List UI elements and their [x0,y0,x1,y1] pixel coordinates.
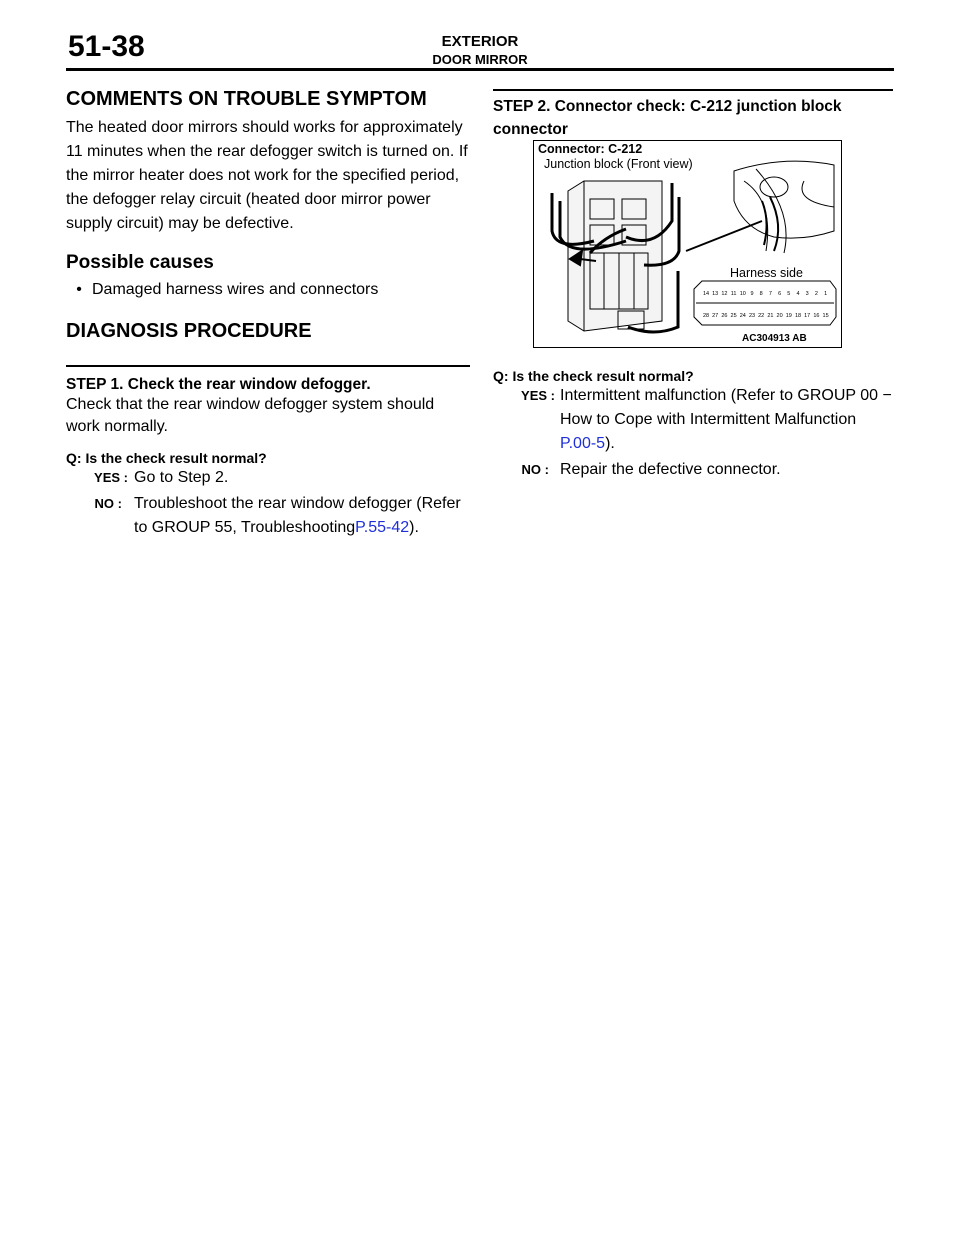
step1-ref-link[interactable]: P.55-42 [355,519,410,536]
causes-heading: Possible causes [66,252,214,273]
pin-number: 23 [748,313,756,319]
step2-no-text: Repair the defective connector. [560,461,781,478]
section-title: EXTERIOR [441,33,519,50]
pin-number: 15 [822,313,829,319]
step1-yes-text: Go to Step 2. [134,469,229,486]
junction-block-diagram [534,141,841,347]
comments-heading: COMMENTS ON TROUBLE SYMPTOM [66,88,427,110]
pin-number: 21 [767,313,774,319]
figure-id: AC304913 AB [742,333,807,344]
pin-number: 28 [702,313,710,319]
pin-number: 22 [758,313,765,319]
pin-number: 5 [787,291,791,297]
step1-no-tail: ). [409,519,419,536]
pin-number: 9 [750,291,754,297]
step2-yes-row [493,384,893,456]
pin-number: 20 [776,313,783,319]
left-column [66,86,470,540]
connector-pins-top [703,291,827,297]
step1-no-row [66,492,470,540]
step1-body: Check that the rear window defogger system should work normally. [66,396,435,435]
step2-no-row [493,458,893,482]
yes-label: YES : [94,470,128,485]
step2-yes-text: Intermittent malfunction (Refer to GROUP 00 − How to Cope with Intermittent Malfunction [560,387,892,428]
no-label: NO : [94,496,122,511]
view-label: Junction block (Front view) [544,157,693,171]
step2-yes-tail: ). [605,435,615,452]
pin-number: 24 [739,313,746,319]
connector-label: Connector: C-212 [538,142,643,156]
pin-number: 6 [778,291,782,297]
yes-label: YES : [521,388,555,403]
step1-yes-row [66,466,470,490]
right-column [493,86,893,141]
page-number: 51-38 [68,30,145,63]
step2-question: Q: Is the check result normal? [493,368,694,384]
pin-number: 26 [721,313,728,319]
pin-number: 10 [739,291,746,297]
step1-title: STEP 1. Check the rear window defogger. [66,376,371,393]
pin-number: 18 [794,313,802,319]
pin-number: 12 [721,291,728,297]
pin-number: 17 [804,313,811,319]
pin-number: 19 [785,313,792,319]
step2-ref-link[interactable]: P.00-5 [560,435,606,452]
connector-pins-bottom [703,313,829,319]
cause-text: Damaged harness wires and connectors [92,281,379,298]
step2-title: STEP 2. Connector check: C-212 junction block connector [493,98,842,138]
pin-number: 25 [730,313,737,319]
pin-number: 7 [768,291,772,297]
step2-yes-answer [560,384,893,456]
pin-number: 27 [712,313,719,319]
pin-number: 8 [759,291,763,297]
pin-number: 14 [702,291,710,297]
section-subtitle: DOOR MIRROR [432,52,528,67]
no-label: NO : [521,462,549,477]
step2-rule [493,89,893,91]
pin-number: 1 [824,291,828,297]
pin-number: 3 [805,291,809,297]
pin-number: 11 [730,291,737,297]
causes-list [66,278,470,302]
step1-no-answer [134,492,470,540]
cause-item [66,278,470,302]
connector-figure [533,140,842,348]
comments-body: The heated door mirrors should works for approximately 11 minutes when the rear defogger switch is turned on. If the mirror heater does not work for the specified period, the defogger relay circuit (heated door mirror power supply circuit) may be defective. [66,119,468,232]
pin-number: 2 [814,291,818,297]
header-divider [66,68,894,71]
diagnosis-heading: DIAGNOSIS PROCEDURE [66,320,312,342]
harness-label: Harness side [730,266,803,280]
pin-number: 4 [796,291,800,297]
bullet-icon: • [76,281,82,298]
step1-no-text: Troubleshoot the rear window defogger (Refer to GROUP 55, Troubleshooting [134,495,461,536]
step1-question: Q: Is the check result normal? [66,450,267,466]
step1-rule [66,365,470,367]
pin-number: 16 [813,313,820,319]
pin-number: 13 [712,291,719,297]
step2-answers [493,368,893,482]
